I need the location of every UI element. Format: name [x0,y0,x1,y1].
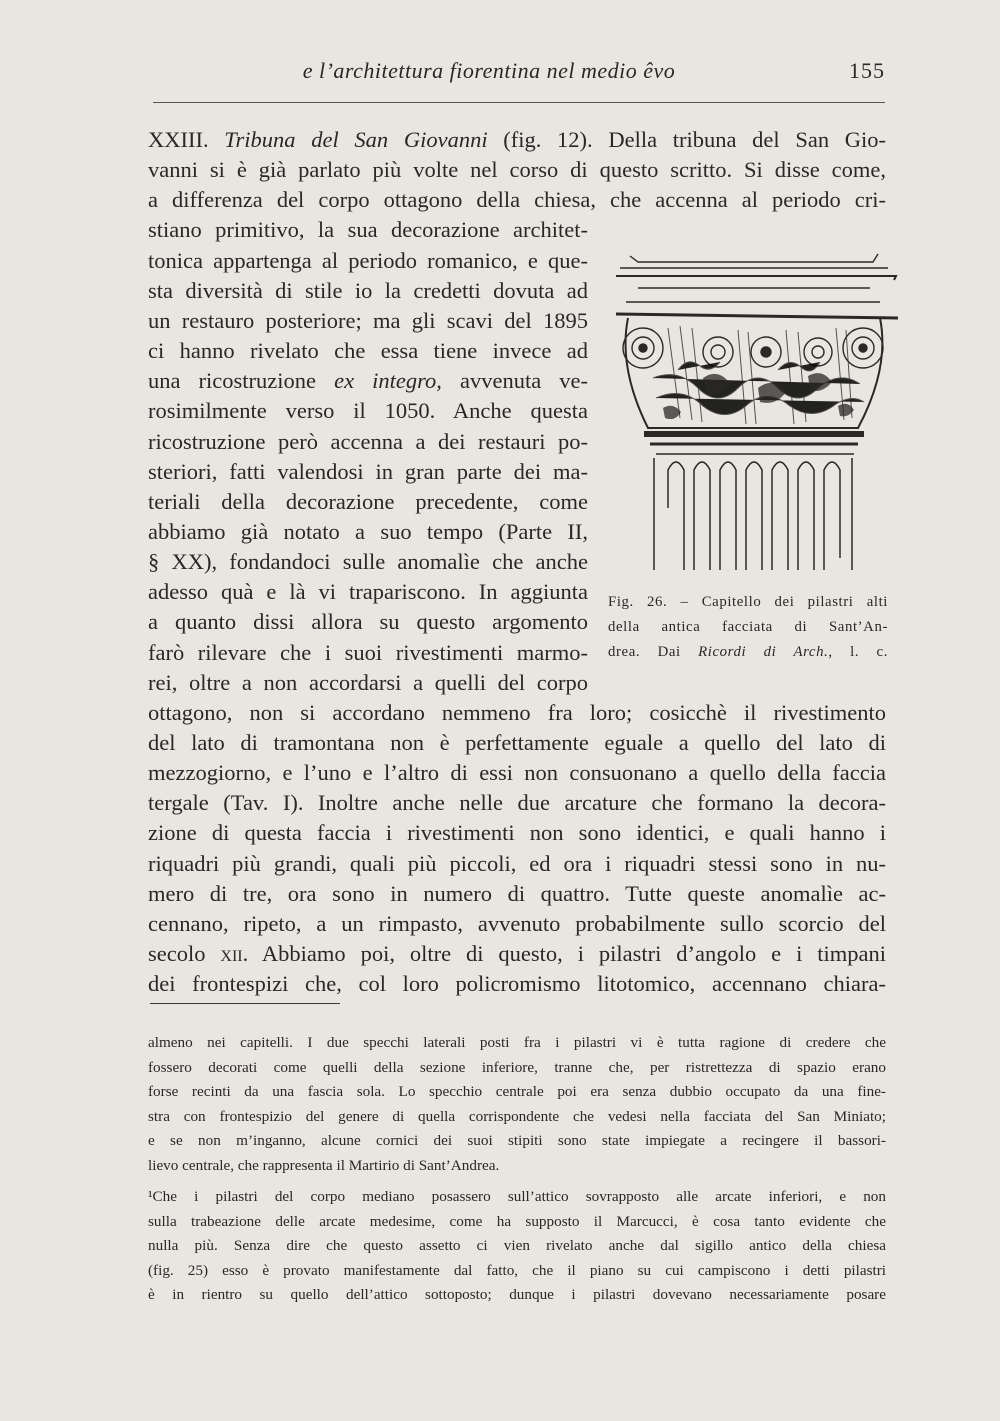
text-run: secolo [148,941,221,967]
footnote-line: sulla trabeazione delle arcate medesime, come ha supposto il Marcucci, è cosa tanto evidente che [148,1212,886,1230]
small-caps-text: xii [220,941,243,967]
text-run: l. c. [832,644,888,660]
footnote-line: e se non m’inganno, alcune cornici dei suoi stipiti sono state impiegate a recingere il bassori- [148,1132,886,1149]
italic-text: Tribuna del San Giovanni [224,127,488,152]
text-line: abbiamo già notato a suo tempo (Parte II, [148,518,588,544]
italic-text: Ricordi di Arch., [698,644,833,660]
footnote-line: fossero decorati come quelli della sezione inferiore, tranne che, per ristrettezza di spazio erano [148,1058,886,1076]
figure-capital-illustration [608,248,898,588]
text-line: farò rilevare che i suoi rivestimenti marmo- [148,639,588,665]
text-line [148,939,886,969]
text-line: rei, oltre a non accordarsi a quelli del corpo [148,669,588,695]
text-run: avvenuta ve- [441,368,588,394]
text-line: a quanto dissi allora su questo argomento [148,609,588,635]
text-line: stiano primitivo, la sua decorazione architet- [148,217,588,243]
text-line: un restauro posteriore; ma gli scavi del 1895 [148,307,588,333]
running-header [153,58,885,98]
text-line: § XX), fondandoci sulle anomalìe che anche [148,549,588,575]
caption-line: della antica facciata di Sant’An- [608,619,888,635]
text-line: tonica appartenga al periodo romanico, e que- [148,247,588,273]
figure-caption [608,590,888,665]
footnote-line: è in rientro su quello dell’attico sottoposto; dunque i pilastri dovevano necessariamente posare [148,1286,886,1303]
text-line: tergale (Tav. I). Inoltre anche nelle due arcature che formano la decora- [148,790,886,816]
text-line: steriori, fatti valendosi in gran parte dei ma- [148,458,588,484]
running-title: e l’architettura fiorentina nel medio êvo [302,58,676,83]
text-line: del lato di tramontana non è perfettamente eguale a quello del lato di [148,730,886,755]
caption-line [608,640,888,665]
footnote-line: (fig. 25) esso è provato manifestamente dal fatto, che il piano su cui campiscono i detti pilastri [148,1261,886,1279]
text-line: rosimilmente verso il 1050. Anche questa [148,398,588,424]
footnote-line: forse recinti da una fascia sola. Lo specchio centrale poi era senza dubbio occupato da una fine- [148,1083,886,1100]
page-number: 155 [849,58,885,83]
text-line: a differenza del corpo ottagono della chiesa, che accenna al periodo cri- [148,187,886,213]
text-line: riquadri più grandi, quali più piccoli, ed ora i riquadri stessi sono in nu- [148,850,886,876]
text-line: mero di tre, ora sono in numero di quattro. Tutte queste anomalìe ac- [148,880,886,906]
text-line [148,366,588,396]
text-run: (fig. 12). Della tribuna del San Gio- [487,127,886,152]
text-line: teriali della decorazione precedente, come [148,488,588,514]
footnote-line: ¹Che i pilastri del corpo mediano posassero sull’attico sovrapposto alle arcate inferiori, e non [148,1188,886,1205]
text-run: . Abbiamo poi, oltre di questo, i pilastri d’angolo e i timpani [242,941,886,967]
text-line [148,125,886,155]
text-run: una ricostruzione [148,368,335,394]
text-run: XXIII. [148,127,225,152]
footnote-line: lievo centrale, che rappresenta il Martirio di Sant’Andrea. [148,1156,500,1174]
text-line: ricostruzione però accenna a dei restauri po- [148,428,588,454]
text-line: adesso quà e là vi trapariscono. In aggiunta [148,579,588,605]
text-line: cennano, ripeto, a un rimpasto, avvenuto probabilmente sullo scorcio del [148,910,886,936]
text-line: dei frontespizi che, col loro policromismo litotomico, accennano chiara- [148,971,886,997]
text-run: drea. Dai [608,644,699,660]
italic-text: ex integro, [334,368,442,394]
text-line: ottagono, non si accordano nemmeno fra loro; cosicchè il rivestimento [148,699,886,725]
footnote-line: nulla più. Senza dire che questo assetto ci vien rivelato anche dal sigillo antico della chiesa [148,1237,886,1254]
text-line: ci hanno rivelato che essa tiene invece ad [148,338,588,364]
text-line: sta diversità di stile io la credetti dovuta ad [148,277,588,303]
footnote-line: almeno nei capitelli. I due specchi laterali posti fra i pilastri vi è tutta ragione di credere che [148,1034,886,1051]
header-rule [153,102,885,103]
text-line: vanni si è già parlato più volte nel corso di questo scritto. Si disse come, [148,157,886,183]
text-line: mezzogiorno, e l’uno e l’altro di essi non consuonano a quello della faccia [148,760,886,786]
caption-line: Fig. 26. – Capitello dei pilastri alti [608,594,888,610]
text-line: zione di questa faccia i rivestimenti non sono identici, e quali hanno i [148,820,886,846]
footnote-rule [150,1003,340,1004]
footnote-line: stra con frontespizio del genere di quella corrispondente che vedesi nella facciata del San Miniato; [148,1107,886,1125]
